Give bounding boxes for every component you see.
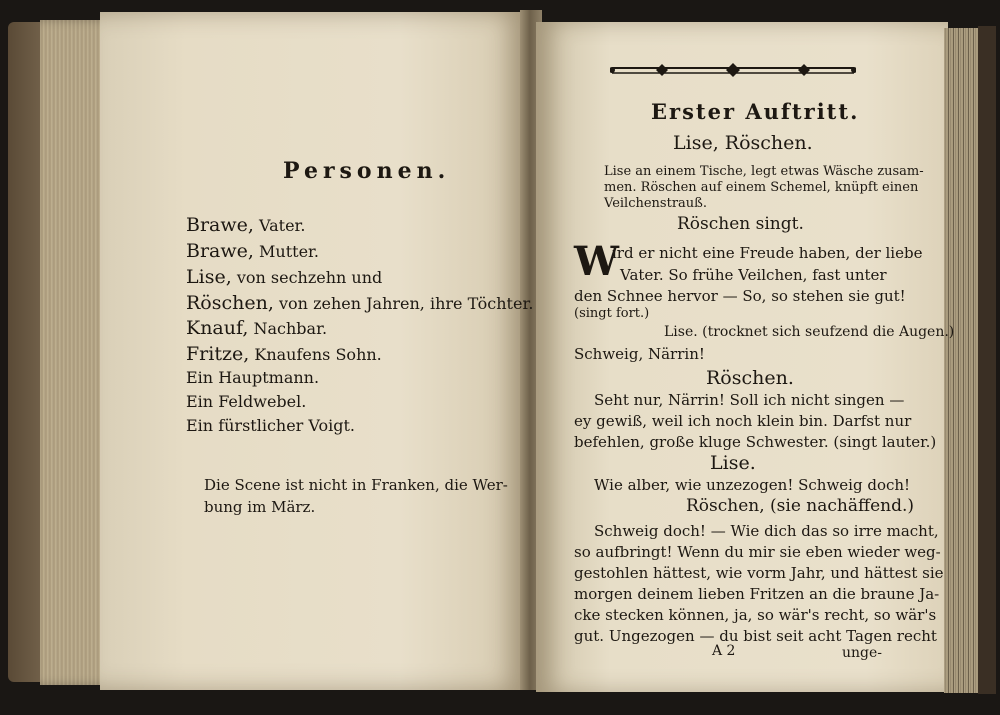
cast-entry: Fritze, Knaufens Sohn. xyxy=(186,343,382,365)
speaker-label: Lise. xyxy=(710,452,756,474)
cast-entry: Brawe, Mutter. xyxy=(186,240,320,262)
scene-note-line: bung im März. xyxy=(204,498,316,516)
drop-cap: W xyxy=(574,238,619,285)
dialogue-line: Seht nur, Närrin! Soll ich nicht singen — xyxy=(594,391,905,409)
speaker-label: Röschen, (sie nachäffend.) xyxy=(686,496,914,516)
dialogue-line: gestohlen hättest, wie vorm Jahr, und hättest sie xyxy=(574,564,944,582)
speaker-label: Röschen singt. xyxy=(677,214,804,234)
right-page-edges xyxy=(944,28,980,693)
dialogue-line: Wie alber, wie unzezogen! Schweig doch! xyxy=(594,476,911,494)
stage-direction-line: men. Röschen auf einem Schemel, knüpft einen xyxy=(604,180,919,195)
dialogue-line: (singt fort.) xyxy=(574,306,650,321)
dialogue-line: Vater. So frühe Veilchen, fast unter xyxy=(620,266,887,284)
scene-title: Erster Auftritt. xyxy=(651,99,860,124)
cast-entry: Ein Feldwebel. xyxy=(186,392,307,411)
dialogue-line: gut. Ungezogen — du bist seit acht Tagen recht xyxy=(574,627,937,645)
cast-entry: Röschen, von zehen Jahren, ihre Töchter. xyxy=(186,292,534,314)
dialogue-line: Schweig doch! — Wie dich das so irre macht, xyxy=(594,522,939,540)
cast-entry: Knauf, Nachbar. xyxy=(186,317,328,339)
speaker-label: Röschen. xyxy=(706,367,794,389)
scene-note-line: Die Scene ist nicht in Franken, die Wer- xyxy=(204,476,508,494)
stage-direction-line: Lise an einem Tische, legt etwas Wäsche zusam- xyxy=(604,164,924,179)
stage-direction-line: Veilchenstrauß. xyxy=(604,196,707,211)
dialogue-line: so aufbringt! Wenn du mir sie eben wieder weg- xyxy=(574,543,941,561)
dialogue-line: ird er nicht eine Freude haben, der liebe xyxy=(612,244,923,262)
dialogue-line: morgen deinem lieben Fritzen an die braune Ja- xyxy=(574,585,940,603)
dialogue-line: Schweig, Närrin! xyxy=(574,345,705,363)
catchword: unge- xyxy=(842,645,883,661)
cast-entry: Ein Hauptmann. xyxy=(186,368,320,387)
dialogue-line: ey gewiß, weil ich noch klein bin. Darfst nur xyxy=(574,412,912,430)
dialogue-line: cke stecken können, ja, so wär's recht, so wär's xyxy=(574,606,937,624)
ornament-rule-icon xyxy=(610,60,856,80)
page-title: Personen. xyxy=(283,158,451,184)
cast-entry: Lise, von sechzehn und xyxy=(186,266,383,288)
dialogue-line: befehlen, große kluge Schwester. (singt lauter.) xyxy=(574,433,937,451)
scene-characters: Lise, Röschen. xyxy=(673,132,813,154)
dialogue-line: den Schnee hervor — So, so stehen sie gut! xyxy=(574,287,906,305)
speaker-label: Lise. (trocknet sich seufzend die Augen.) xyxy=(664,324,955,340)
cast-entry: Ein fürstlicher Voigt. xyxy=(186,416,355,435)
right-cover xyxy=(978,26,996,694)
cast-entry: Brawe, Vater. xyxy=(186,214,306,236)
signature-mark: A 2 xyxy=(712,643,736,659)
